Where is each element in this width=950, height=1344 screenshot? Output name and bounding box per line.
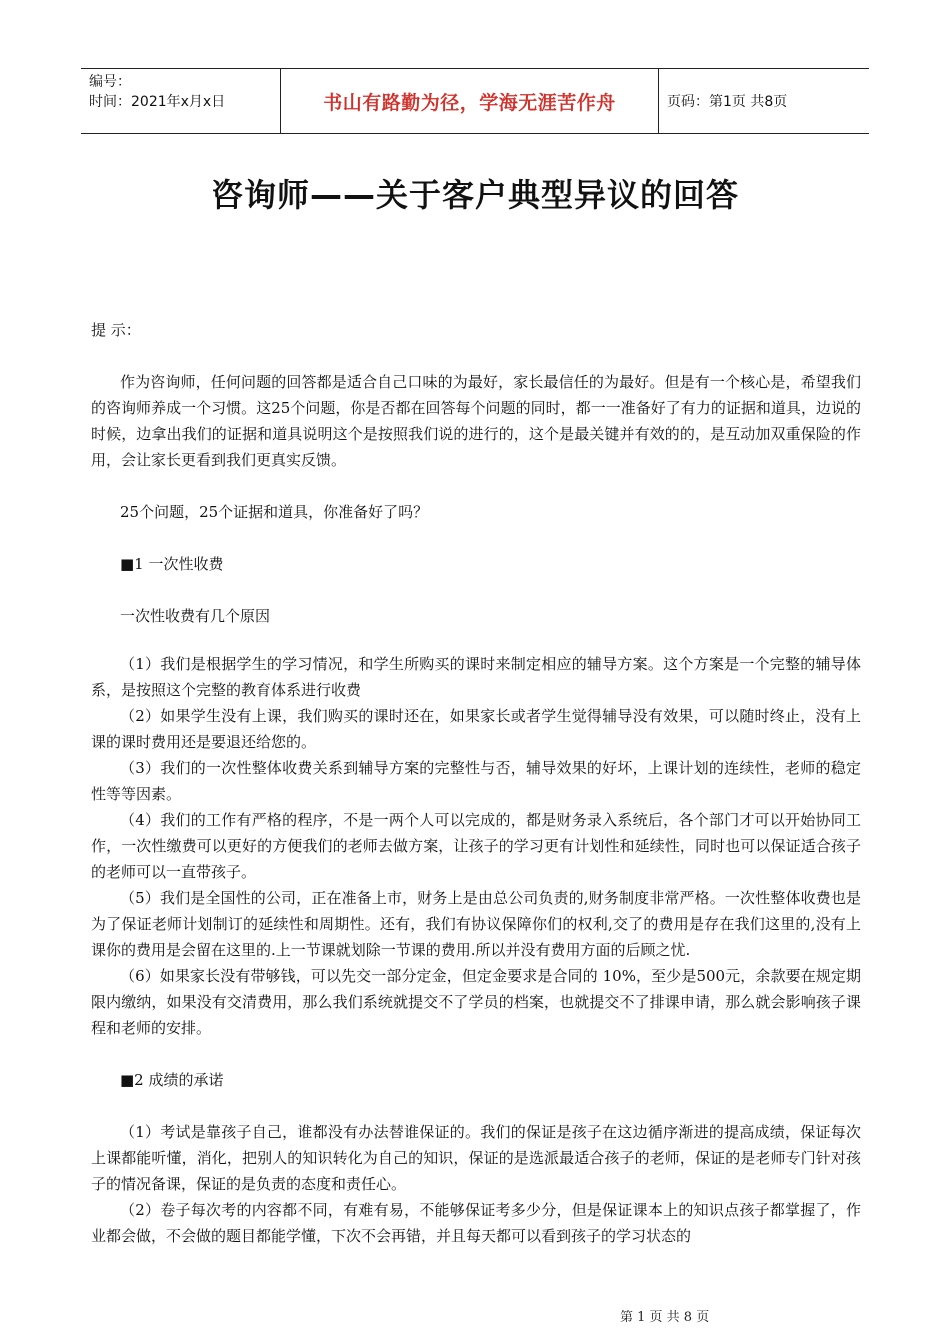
header-table xyxy=(81,68,869,134)
document-date: 时间：2021年x月x日 xyxy=(89,94,226,110)
list-item: （1）考试是靠孩子自己，谁都没有办法替谁保证的。我们的保证是孩子在这边循序渐进的提高成绩，保证每次上课都能听懂，消化，把别人的知识转化为自己的知识，保证的是选派最适合孩子的老师，保证的是老师专门针对孩子的情况备课，保证的是负责的态度和责任心。 xyxy=(91,1123,861,1193)
page-info: 页码：第1页 共8页 xyxy=(667,94,788,110)
list-item: （6）如果家长没有带够钱，可以先交一部分定金，但定金要求是合同的 10%，至少是500元，余款要在规定期限内缴纳，如果没有交清费用，那么我们系统就提交不了学员的档案，也就提交不了排课申请，那么就会影响孩子课程和老师的安排。 xyxy=(91,967,861,1037)
list-item: （4）我们的工作有严格的程序，不是一两个人可以完成的，都是财务录入系统后，各个部门才可以开始协同工作，一次性缴费可以更好的方便我们的老师去做方案，让孩子的学习更有计划性和延续性，同时也可以保证适合孩子的老师可以一直带孩子。 xyxy=(91,811,861,881)
list-item: （2）卷子每次考的内容都不同，有难有易，不能够保证考多少分，但是保证课本上的知识点孩子都掌握了，作业都会做，不会做的题目都能学懂，下次不会再错，并且每天都可以看到孩子的学习状态的 xyxy=(91,1201,861,1245)
section-intro: 一次性收费有几个原因 xyxy=(120,607,271,625)
section-heading: ■1 一次性收费 xyxy=(120,555,224,573)
header-motto-cell xyxy=(281,69,659,133)
intro-paragraph: 作为咨询师，任何问题的回答都是适合自己口味的为最好，家长最信任的为最好。但是有一个核心是，希望我们的咨询师养成一个习惯。这25个问题，你是否都在回答每个问题的同时，都一一准备好了有力的证据和道具，边说的时候，边拿出我们的证据和道具说明这个是按照我们说的进行的，这个是最关键并有效的的，是互动加双重保险的作用，会让家长更看到我们更真实反馈。 xyxy=(91,373,861,469)
motto-text: 书山有路勤为径，学海无涯苦作舟 xyxy=(323,91,616,114)
list-item: （3）我们的一次性整体收费关系到辅导方案的完整性与否，辅导效果的好坏，上课计划的连续性，老师的稳定性等等因素。 xyxy=(91,759,861,803)
header-meta-cell xyxy=(81,69,281,133)
section-heading: ■2 成绩的承诺 xyxy=(120,1071,224,1089)
list-item: （1）我们是根据学生的学习情况，和学生所购买的课时来制定相应的辅导方案。这个方案是一个完整的辅导体系，是按照这个完整的教育体系进行收费 xyxy=(91,655,861,699)
document-body xyxy=(91,317,861,1249)
document-title: 咨询师——关于客户典型异议的回答 xyxy=(210,176,739,214)
hint-label: 提 示： xyxy=(91,321,141,339)
list-item: （2）如果学生没有上课，我们购买的课时还在，如果家长或者学生觉得辅导没有效果，可以随时终止，没有上课的课时费用还是要退还给您的。 xyxy=(91,707,861,751)
document-number-label: 编号： xyxy=(89,74,131,90)
question-paragraph: 25个问题，25个证据和道具，你准备好了吗？ xyxy=(120,503,429,521)
page-footer: 第 1 页 共 8 页 xyxy=(620,1310,710,1325)
header-page-cell xyxy=(659,69,869,133)
list-item: （5）我们是全国性的公司，正在准备上市，财务上是由总公司负责的,财务制度非常严格。一次性整体收费也是为了保证老师计划制订的延续性和周期性。还有，我们有协议保障你们的权利,交了的费用是存在我们这里的,没有上课你的费用是会留在这里的.上一节课就划除一节课的费用.所以并没有费用方面的后顾之忧. xyxy=(91,889,861,959)
